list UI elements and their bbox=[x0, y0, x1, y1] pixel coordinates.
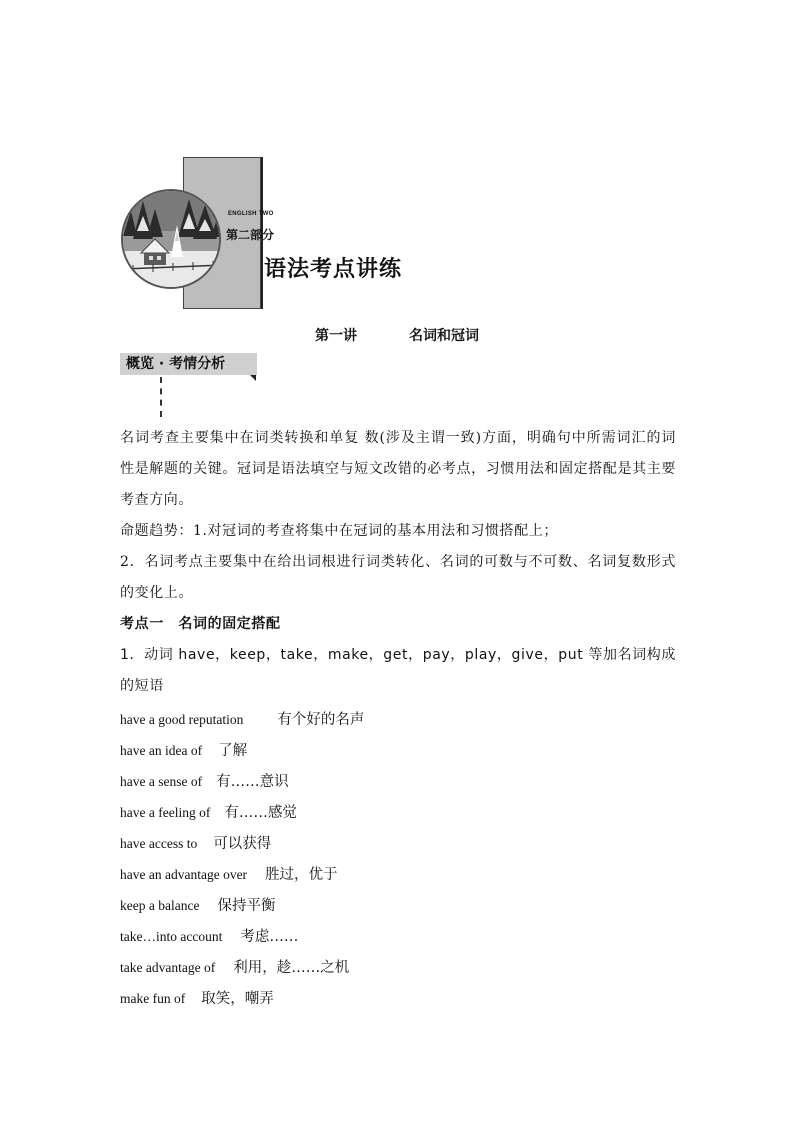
phrase-chinese: 有……感觉 bbox=[224, 805, 297, 821]
phrase-row bbox=[120, 863, 338, 884]
phrase-row bbox=[120, 925, 298, 946]
winter-cabin-photo bbox=[121, 189, 221, 289]
overview-tag: 概览 · 考情分析 bbox=[120, 353, 257, 375]
header-part-label: 第二部分 bbox=[226, 228, 275, 242]
phrase-english: have an idea of bbox=[120, 743, 203, 758]
page-title: 语法考点讲练 bbox=[264, 257, 403, 282]
phrase-english: have a sense of bbox=[120, 774, 203, 789]
section-heading: 考点一 名词的固定搭配 bbox=[120, 616, 281, 632]
intro-paragraph: 名词考查主要集中在词类转换和单复 数(涉及主谓一致)方面，明确句中所需词汇的词性是解题的关键。冠词是语法填空与短文改错的必考点，习惯用法和固定搭配是其主要考查方向。 bbox=[120, 430, 676, 508]
intro-section bbox=[120, 423, 676, 702]
phrase-row bbox=[120, 739, 247, 760]
phrase-row bbox=[120, 832, 271, 853]
phrase-english: make fun of bbox=[120, 991, 186, 1006]
phrase-row bbox=[120, 770, 289, 791]
phrase-chinese: 利用，趁……之机 bbox=[233, 960, 350, 976]
phrase-english: have access to bbox=[120, 836, 198, 851]
phrase-chinese: 了解 bbox=[218, 743, 248, 759]
phrase-row bbox=[120, 801, 297, 822]
phrase-chinese: 考虑…… bbox=[240, 929, 299, 945]
section-item-1: 1．动词 have，keep，take，make，get，pay，play，give，put 等加名词构成的短语 bbox=[120, 647, 676, 694]
phrase-chinese: 胜过，优于 bbox=[265, 867, 338, 883]
phrase-english: take advantage of bbox=[120, 960, 216, 975]
phrase-chinese: 有……意识 bbox=[216, 774, 289, 790]
phrase-row bbox=[120, 956, 349, 977]
phrase-row bbox=[120, 987, 274, 1008]
lecture-number: 第一讲 bbox=[315, 328, 357, 344]
phrase-english: have a good reputation bbox=[120, 712, 244, 727]
phrase-english: take…into account bbox=[120, 929, 223, 944]
tag-dashed-leader bbox=[160, 377, 162, 417]
phrase-chinese: 可以获得 bbox=[213, 836, 272, 852]
trend-paragraph: 命题趋势：1.对冠词的考查将集中在冠词的基本用法和习惯搭配上； bbox=[120, 523, 558, 539]
phrase-english: keep a balance bbox=[120, 898, 200, 913]
noun-trend-paragraph: 2．名词考点主要集中在给出词根进行词类转化、名词的可数与不可数、名词复数形式的变化上。 bbox=[120, 554, 676, 601]
lecture-title bbox=[0, 325, 794, 345]
phrase-row bbox=[120, 894, 275, 915]
phrase-chinese: 取笑，嘲弄 bbox=[201, 991, 274, 1007]
tag-corner-marker bbox=[250, 375, 256, 381]
phrase-row bbox=[120, 708, 364, 729]
lecture-name: 名词和冠词 bbox=[409, 328, 479, 344]
phrase-chinese: 有个好的名声 bbox=[277, 712, 365, 728]
phrase-english: have an advantage over bbox=[120, 867, 248, 882]
header-english-label: ENGLISH TWO bbox=[228, 211, 274, 217]
phrase-chinese: 保持平衡 bbox=[217, 898, 276, 914]
phrase-english: have a feeling of bbox=[120, 805, 211, 820]
